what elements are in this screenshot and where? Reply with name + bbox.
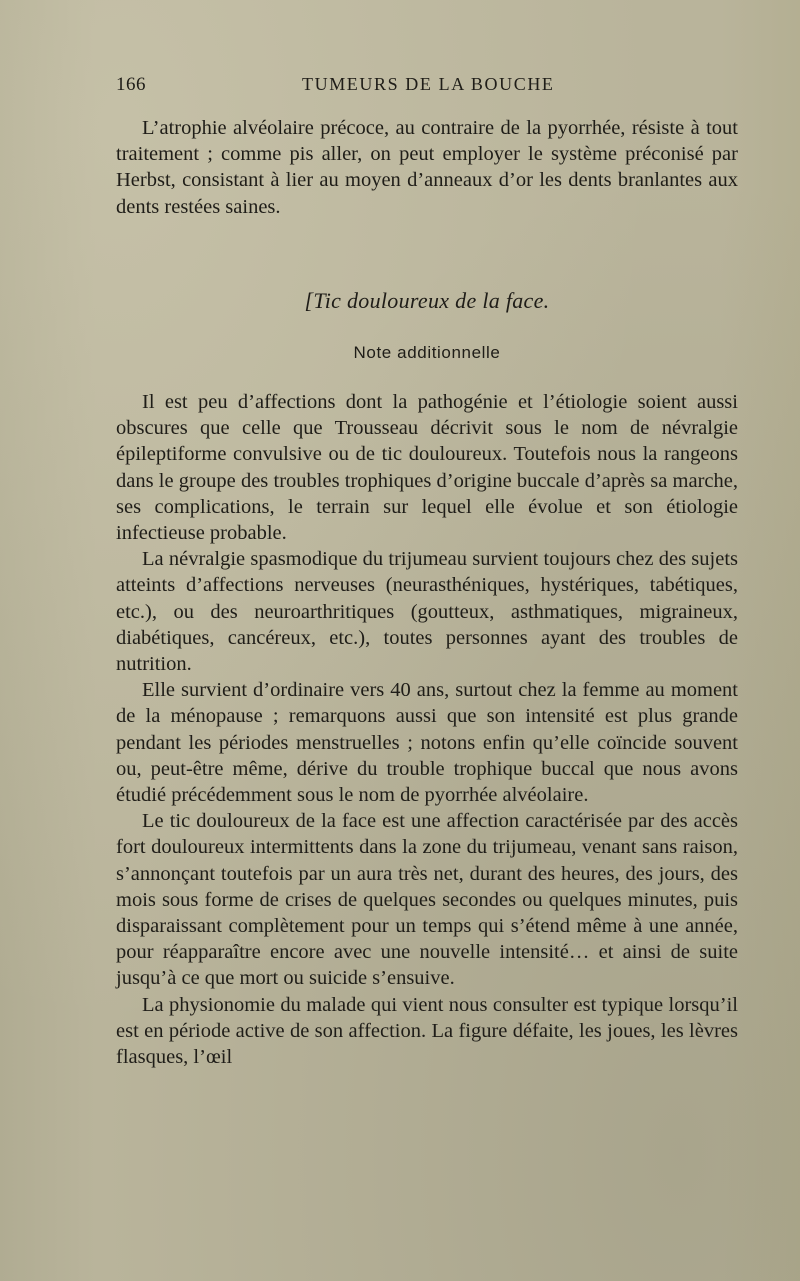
page-number: 166 bbox=[116, 74, 146, 95]
intro-text bbox=[116, 115, 738, 220]
section-title: [Tic douloureux de la face. bbox=[304, 288, 550, 313]
paragraph: La névralgie spasmodique du trijumeau survient toujours chez des sujets atteints d’affections nerveuses (neurasthéniques, hystériques, tabétiques, etc.), ou des neuroarthritiques (goutteux, asthmatiques, migraineux, diabétiques, cancéreux, etc.), toutes personnes ayant des troubles de nutrition. bbox=[116, 548, 738, 676]
paragraph: Elle survient d’ordinaire vers 40 ans, surtout chez la femme au moment de la ménopause ; remarquons aussi que son intensité est plus grande pendant les périodes menstruelles ; notons enfin qu’elle coïncide souvent ou, peut-être même, dérive du trouble trophique buccal que nous avons étudié précédemment sous le nom de pyorrhée alvéolaire. bbox=[116, 679, 738, 807]
page-header bbox=[116, 74, 738, 104]
section-subtitle: Note additionnelle bbox=[353, 343, 501, 362]
paragraph: Il est peu d’affections dont la pathogénie et l’étiologie soient aussi obscures que celle que Trousseau décrivit sous le nom de névralgie épileptiforme convulsive ou de tic douloureux. Toutefois nous la rangeons dans le groupe des troubles trophiques d’origine buccale d’après sa marche, ses complications, le terrain sur lequel elle évolue et son étiologie infectieuse probable. bbox=[116, 391, 738, 545]
paragraph: La physionomie du malade qui vient nous consulter est typique lorsqu’il est en période active de son affection. La figure défaite, les joues, les lèvres flasques, l’œil bbox=[116, 993, 738, 1069]
paragraph: L’atrophie alvéolaire précoce, au contraire de la pyorrhée, résiste à tout traitement ; comme pis aller, on peut employer le système préconisé par Herbst, consistant à lier au moyen d’anneaux d’or les dents branlantes aux dents restées saines. bbox=[116, 117, 738, 218]
body-text bbox=[116, 389, 738, 1070]
running-head: TUMEURS DE LA BOUCHE bbox=[302, 74, 555, 94]
paragraph: Le tic douloureux de la face est une affection caractérisée par des accès fort douloureux intermittents dans la zone du trijumeau, venant sans raison, s’annonçant toutefois par un aura très net, durant des heures, des jours, des mois sous forme de crises de quelques secondes ou quelques minutes, puis disparaissant complètement pour un temps qui s’étend même à une année, pour réapparaître encore avec une nouvelle intensité… et ainsi de suite jusqu’à ce que mort ou suicide s’ensuive. bbox=[116, 810, 738, 990]
